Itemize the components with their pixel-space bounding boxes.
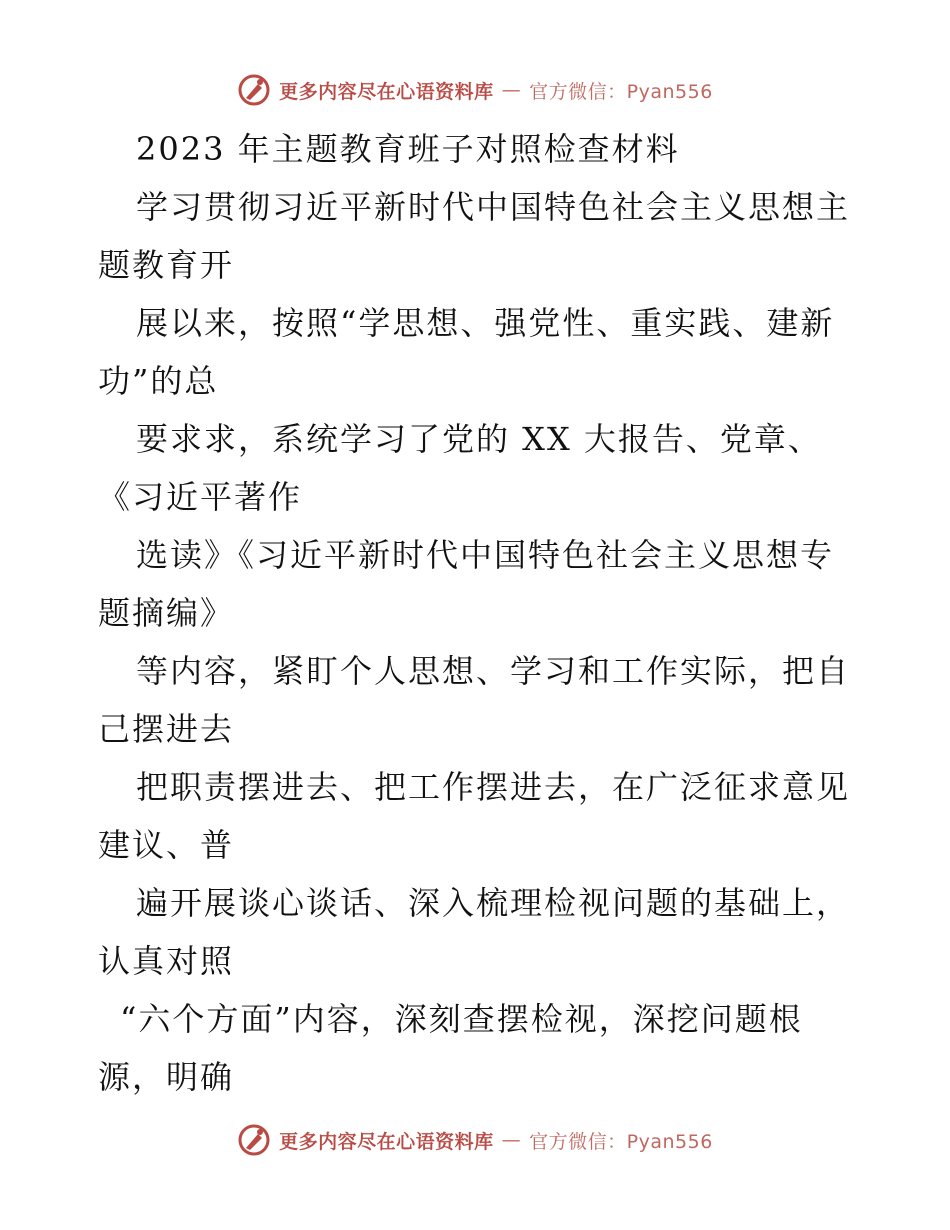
- pen-logo-icon: [237, 1123, 271, 1157]
- wechat-contact-text: 官方微信：Pyan556: [529, 80, 713, 103]
- paragraph-line: 展以来，按照“学思想、强党性、重实践、建新: [136, 304, 835, 342]
- paragraph-line: 建议、普: [98, 826, 235, 864]
- wechat-contact-text: 官方微信：Pyan556: [529, 1130, 713, 1153]
- document-title: 2023 年主题教育班子对照检查材料: [136, 130, 680, 168]
- paragraph-line: 认真对照: [98, 942, 235, 980]
- promo-text: 更多内容尽在心语资料库: [279, 1130, 494, 1153]
- promo-text: 更多内容尽在心语资料库: [279, 80, 494, 103]
- paragraph-line: 遍开展谈心谈话、深入梳理检视问题的基础上，: [136, 884, 851, 922]
- footer-watermark-banner: [0, 1118, 950, 1162]
- paragraph-line: 功”的总: [98, 362, 219, 400]
- paragraph-line: “六个方面”内容，深刻查摆检视，深挖问题根: [120, 1000, 803, 1038]
- header-watermark-banner: [0, 68, 950, 112]
- paragraph-line: 选读》《习近平新时代中国特色社会主义思想专: [136, 536, 835, 574]
- document-body: [98, 120, 858, 1106]
- paragraph-line: 题教育开: [98, 246, 235, 284]
- banner-dash: —: [501, 79, 522, 101]
- paragraph-line: 等内容，紧盯个人思想、学习和工作实际，把自: [136, 652, 851, 690]
- paragraph-line: 源，明确: [98, 1058, 235, 1096]
- paragraph-line: 《习近平著作: [98, 478, 303, 516]
- paragraph-line: 己摆进去: [98, 710, 235, 748]
- paragraph-line: 要求求，系统学习了党的 XX 大报告、党章、: [136, 420, 822, 458]
- pen-logo-icon: [237, 73, 271, 107]
- banner-dash: —: [501, 1129, 522, 1151]
- paragraph-line: 学习贯彻习近平新时代中国特色社会主义思想主: [136, 188, 851, 226]
- paragraph-line: 把职责摆进去、把工作摆进去，在广泛征求意见: [136, 768, 851, 806]
- paragraph-line: 题摘编》: [98, 594, 235, 632]
